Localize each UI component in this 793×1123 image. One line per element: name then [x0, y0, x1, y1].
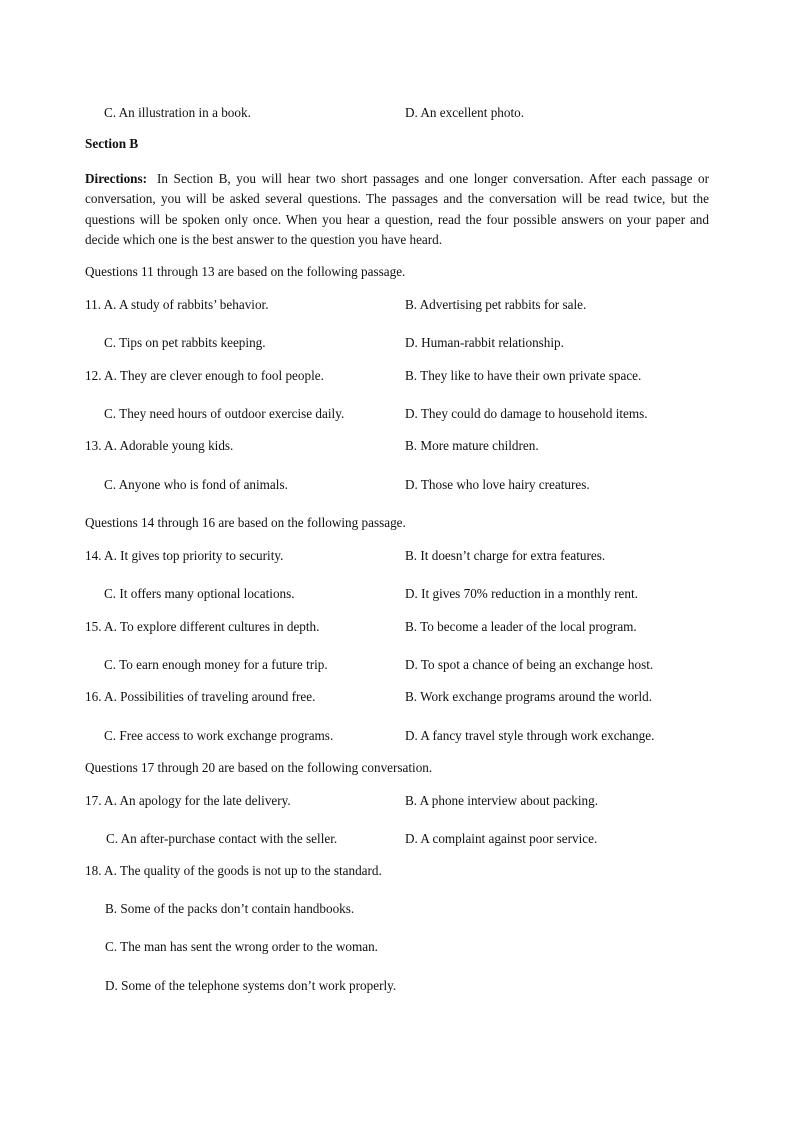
option-c-prev: C. An illustration in a book. [104, 105, 251, 120]
q17-option-d: D. A complaint against poor service. [405, 831, 598, 846]
group-intro-14-16: Questions 14 through 16 are based on the following passage. [85, 515, 406, 530]
q15-option-d: D. To spot a chance of being an exchange host. [405, 657, 654, 672]
q11-option-a: 11. A. A study of rabbits’ behavior. [85, 297, 269, 312]
q17-option-a: 17. A. An apology for the late delivery. [85, 793, 291, 808]
q17-option-b: B. A phone interview about packing. [405, 793, 599, 808]
q16-option-c: C. Free access to work exchange programs. [104, 728, 334, 743]
q12-option-d: D. They could do damage to household items. [405, 406, 648, 421]
q12-option-a: 12. A. They are clever enough to fool people. [85, 368, 324, 383]
q14-option-c: C. It offers many optional locations. [104, 586, 295, 601]
q17-option-c: C. An after-purchase contact with the seller. [106, 831, 338, 846]
directions-paragraph [85, 169, 709, 251]
q14-option-d: D. It gives 70% reduction in a monthly rent. [405, 586, 638, 601]
q15-option-b: B. To become a leader of the local program. [405, 619, 637, 634]
q14-option-b: B. It doesn’t charge for extra features. [405, 548, 606, 563]
q16-option-a: 16. A. Possibilities of traveling around free. [85, 689, 316, 704]
q12-option-c: C. They need hours of outdoor exercise daily. [104, 406, 345, 421]
section-title: Section B [85, 136, 139, 151]
directions-text: In Section B, you will hear two short passages and one longer conversation. After each passage or conversation, you will be asked several questions. The passages and the conversation will be read twice, but the questions will be spoken only once. When you hear a question, read the four possible answers on your paper and decide which one is the best answer to the question you have heard. [85, 171, 709, 248]
q18-option-c: C. The man has sent the wrong order to the woman. [105, 939, 378, 954]
q13-option-b: B. More mature children. [405, 438, 539, 453]
q11-option-c: C. Tips on pet rabbits keeping. [104, 335, 266, 350]
q12-option-b: B. They like to have their own private space. [405, 368, 642, 383]
group-intro-17-20: Questions 17 through 20 are based on the following conversation. [85, 760, 433, 775]
q13-option-c: C. Anyone who is fond of animals. [104, 477, 288, 492]
q16-option-b: B. Work exchange programs around the world. [405, 689, 652, 704]
option-d-prev: D. An excellent photo. [405, 105, 525, 120]
group-intro-11-13: Questions 11 through 13 are based on the following passage. [85, 264, 406, 279]
q16-option-d: D. A fancy travel style through work exchange. [405, 728, 655, 743]
q11-option-d: D. Human-rabbit relationship. [405, 335, 564, 350]
q11-option-b: B. Advertising pet rabbits for sale. [405, 297, 587, 312]
q15-option-c: C. To earn enough money for a future trip. [104, 657, 328, 672]
q14-option-a: 14. A. It gives top priority to security. [85, 548, 284, 563]
q18-option-b: B. Some of the packs don’t contain handbooks. [105, 901, 355, 916]
directions-label: Directions: [85, 171, 148, 186]
q13-option-a: 13. A. Adorable young kids. [85, 438, 234, 453]
q18-option-a: 18. A. The quality of the goods is not up to the standard. [85, 863, 382, 878]
q18-option-d: D. Some of the telephone systems don’t work properly. [105, 978, 397, 993]
q15-option-a: 15. A. To explore different cultures in depth. [85, 619, 320, 634]
q13-option-d: D. Those who love hairy creatures. [405, 477, 590, 492]
